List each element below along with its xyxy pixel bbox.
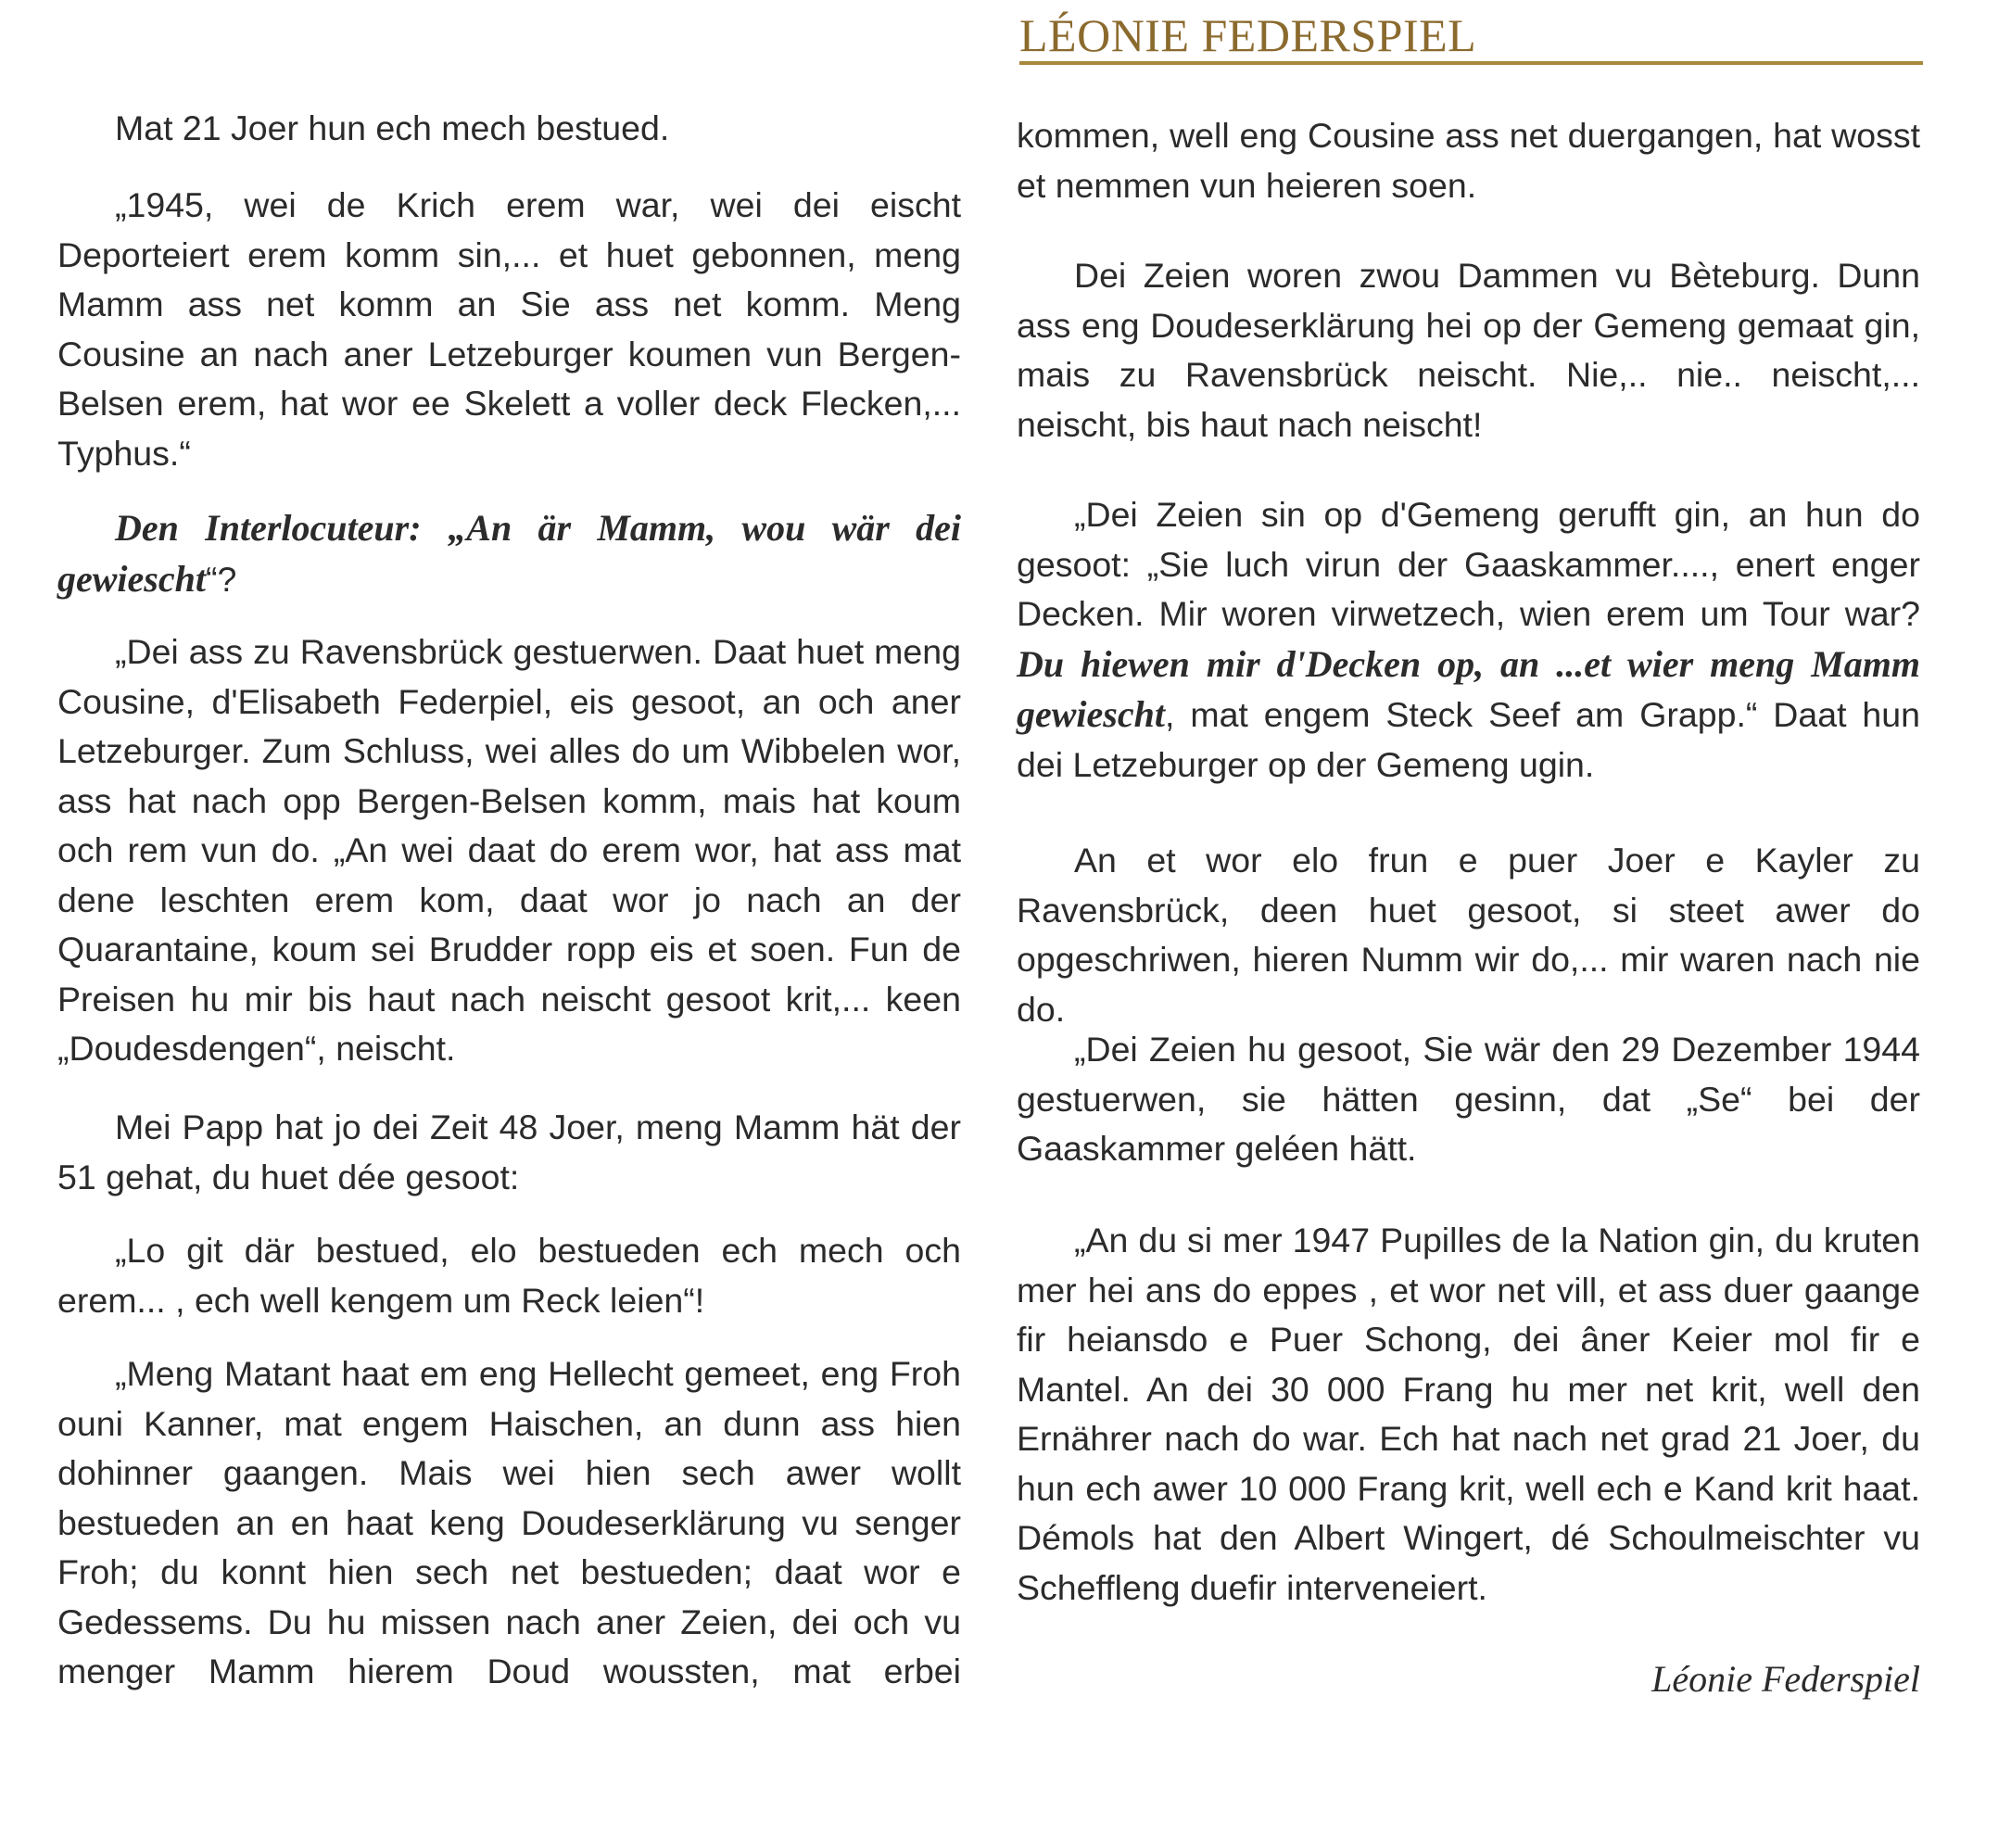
paragraph-5: „Lo git där bestued, elo bestueden ech mech och erem... , ech well kengem um Reck leien“! — [57, 1231, 961, 1320]
paragraph-8 — [1017, 490, 1920, 790]
signature: Léonie Federspiel — [1651, 1658, 1920, 1700]
paragraph-4: Mei Papp hat jo dei Zeit 48 Joer, meng Mamm hät der 51 gehat, du huet dée gesoot: — [57, 1108, 961, 1196]
paragraph-interlocutor — [57, 503, 961, 604]
page-title: LÉONIE FEDERSPIEL — [1019, 9, 1477, 61]
paragraph-2: „1945, wei de Krich erem war, wei dei eischt Deporteiert erem komm sin,... et huet gebonnen, meng Mamm ass net komm an Sie ass net komm. Meng Cousine an nach aner Letzeburger koumen vun Bergen-Belsen erem, hat wor ee Skelett a voller deck Flecken,... Typhus.“ — [57, 185, 961, 473]
page-header — [1019, 7, 1923, 67]
paragraph-6: „Meng Matant haat em eng Hellecht gemeet, eng Froh ouni Kanner, mat engem Haischen, an dunn ass hien dohinner gaangen. Mais wei hien sech awer wollt bestueden an en haat keng Doudeserklärung vu senger Froh; du konnt hien sech net bestueden; daat wor e Gedessems. Du hu missen nach aner Zeien, dei och vu menger Mamm hierem Doud woussten, mat erbei — [57, 1354, 961, 1690]
paragraph-1: Mat 21 Joer hun ech mech bestued. — [115, 108, 670, 147]
paragraph-3: „Dei ass zu Ravensbrück gestuerwen. Daat huet meng Cousine, d'Elisabeth Federpiel, eis gesoot, an och aner Letzeburger. Zum Schluss, wei alles do um Wibbelen wor, ass hat nach opp Bergen-Belsen komm, mais hat koum och rem vun do. „An wei daat do erem wor, hat ass mat dene leschten erem kom, daat wor jo nach an der Quarantaine, koum sei Brudder ropp eis et soen. Fun de Preisen hu mir bis haut nach neischt gesoot krit,... keen „Doudesdengen“, neischt. — [57, 632, 961, 1068]
paragraph-continued: kommen, well eng Cousine ass net duergangen, hat wosst et nemmen vun heieren soen. — [1017, 116, 1920, 205]
paragraph-7: Dei Zeien woren zwou Dammen vu Bèteburg. Dunn ass eng Doudeserklärung hei op der Gemeng gemaat gin, mais zu Ravensbrück neischt. Nie,.. nie.. neischt,... neischt, bis haut nach neischt! — [1017, 256, 1920, 444]
interlocutor-question: „An är Mamm, wou wär dei gewiescht — [57, 507, 962, 600]
paragraph-11: „An du si mer 1947 Pupilles de la Nation gin, du kruten mer hei ans do eppes , et wor net vill, et ass duer gaange fir heiansdo e Puer Schong, dei âner Keier mol fir e Mantel. An dei 30 000 Frang hu mer net krit, well den Ernährer nach do war. Ech hat nach net grad 21 Joer, du hun ech awer 10 000 Frang krit, well ech e Kand krit haat. Démols hat den Albert Wingert, dé Schoulmeischter vu Scheffleng duefir interveneiert. — [1017, 1221, 1920, 1607]
paragraph-8-emphasis: Du hiewen mir d'Decken op, an ...et wier meng Mamm gewiescht — [1017, 642, 1920, 735]
speaker-label: Den Interlocuteur: — [115, 507, 422, 549]
header-rule — [1019, 61, 1923, 65]
paragraph-10: „Dei Zeien hu gesoot, Sie wär den 29 Dezember 1944 gestuerwen, sie hätten gesinn, dat „Se“ bei der Gaaskammer geléen hätt. — [1017, 1030, 1920, 1168]
paragraph-8-start: „Dei Zeien sin op d'Gemeng gerufft gin, an hun do gesoot: „Sie luch virun der Gaaskammer...., enert enger Decken. Mir woren virwetzech, wien erem um Tour war? — [1017, 495, 1920, 633]
question-end: “? — [205, 559, 237, 599]
paragraph-8-end: , mat engem Steck Seef am Grapp.“ Daat hun dei Letzeburger op der Gemeng ugin. — [1017, 695, 1920, 784]
paragraph-9: An et wor elo frun e puer Joer e Kayler zu Ravensbrück, deen huet gesoot, si steet awer do opgeschriwen, hieren Numm wir do,... mir waren nach nie do. — [1017, 841, 1920, 1029]
